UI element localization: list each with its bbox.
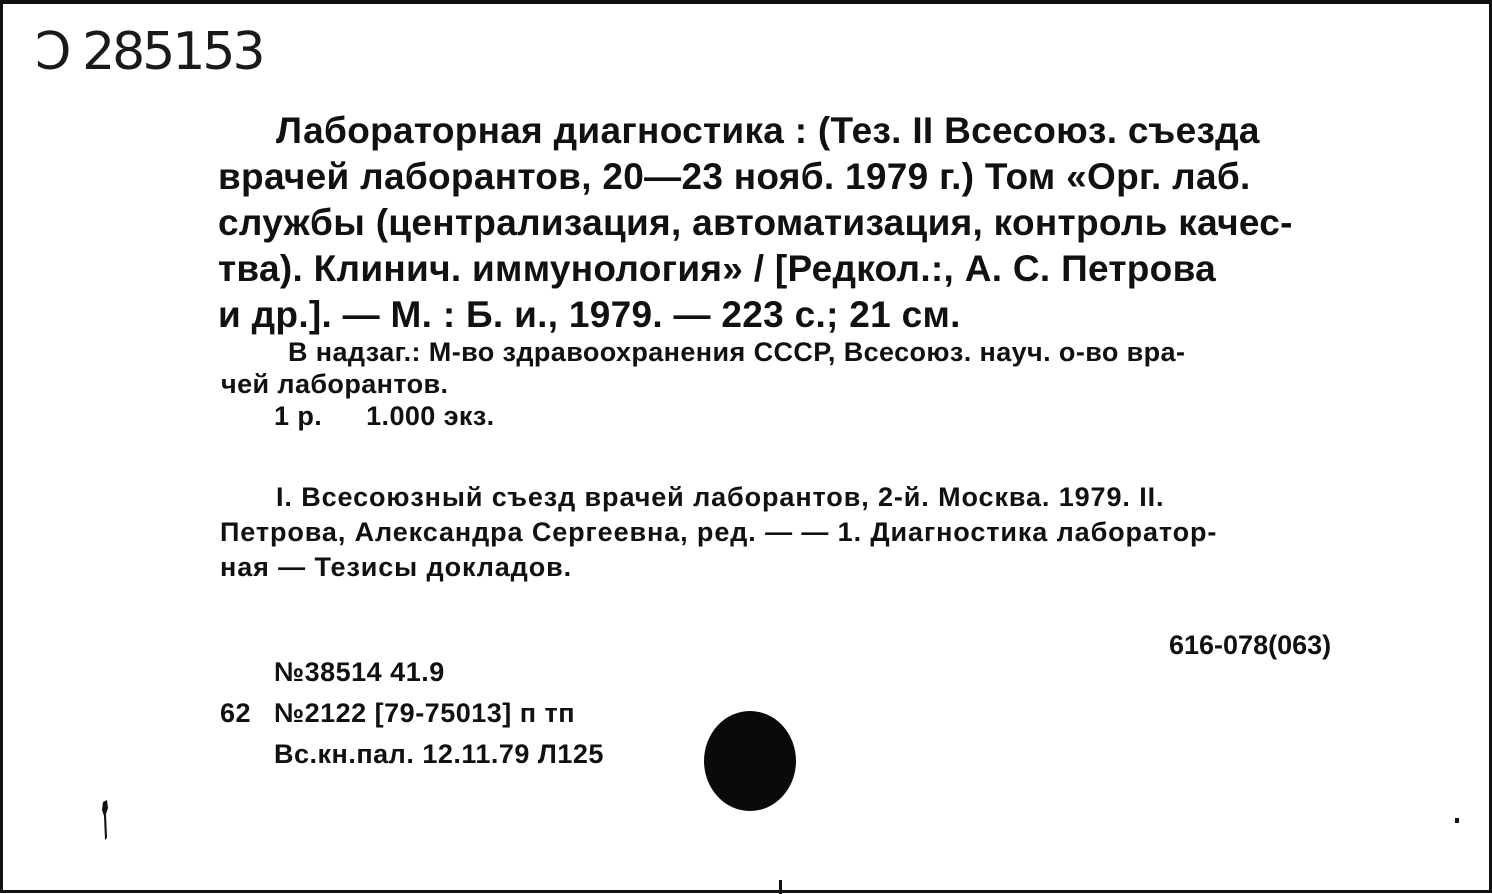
ink-mark-bottom [779,880,782,894]
ink-mark-left [101,800,109,840]
card-bottom-info [220,652,604,775]
punch-hole-dot [704,711,796,811]
tracings-line-3: ная — Тезисы докладов. [220,552,573,582]
bottom-line-3-text: Вс.кн.пал. 12.11.79 Л125 [274,739,604,769]
bottom-line-2-text: №2122 [79-75013] п тп [274,698,576,728]
tracings-line-1: I. Всесоюзный съезд врачей лаборантов, 2-й. Москва. 1979. II. [276,482,1165,512]
main-entry-line-1 [218,108,1393,154]
main-entry-line-5: и др.]. — М. : Б. и., 1979. — 223 с.; 21 см. [218,294,961,335]
price-cost: 1 р. [274,401,323,431]
price-line [274,401,539,432]
note-line-1: В надзаг.: М-во здравоохранения СССР, Всесоюз. науч. о-во вра- [288,337,1186,367]
inventory-number: Ɔ 285153 [35,22,263,82]
main-entry-line-2: врачей лаборантов, 20—23 нояб. 1979 г.) Том «Орг. лаб. [218,156,1251,197]
book-title: Лабораторная диагностика [276,110,785,151]
bottom-line-1 [220,652,604,693]
main-entry-line-1-rest: : (Тез. II Всесоюз. съезда [784,110,1260,151]
bottom-line-2-prefix: 62 [220,698,252,728]
ink-mark-right [1455,818,1459,823]
main-entry [218,108,1393,338]
bottom-line-3 [220,734,604,775]
udc-classification: 616-078(063) [1169,630,1332,660]
bottom-line-1-text: №38514 41.9 [274,657,445,687]
note [221,336,1386,400]
price-copies: 1.000 экз. [366,401,495,431]
tracings [220,480,1390,585]
bottom-line-2 [220,693,604,734]
main-entry-line-3: службы (централизация, автоматизация, контроль качес- [218,202,1293,243]
main-entry-line-4: тва). Клинич. иммунология» / [Редкол.:, А. С. Петрова [218,248,1217,289]
note-line-2: чей лаборантов. [221,369,449,399]
tracings-line-2: Петрова, Александра Сергеевна, ред. — — 1. Диагностика лаборатор- [220,517,1218,547]
